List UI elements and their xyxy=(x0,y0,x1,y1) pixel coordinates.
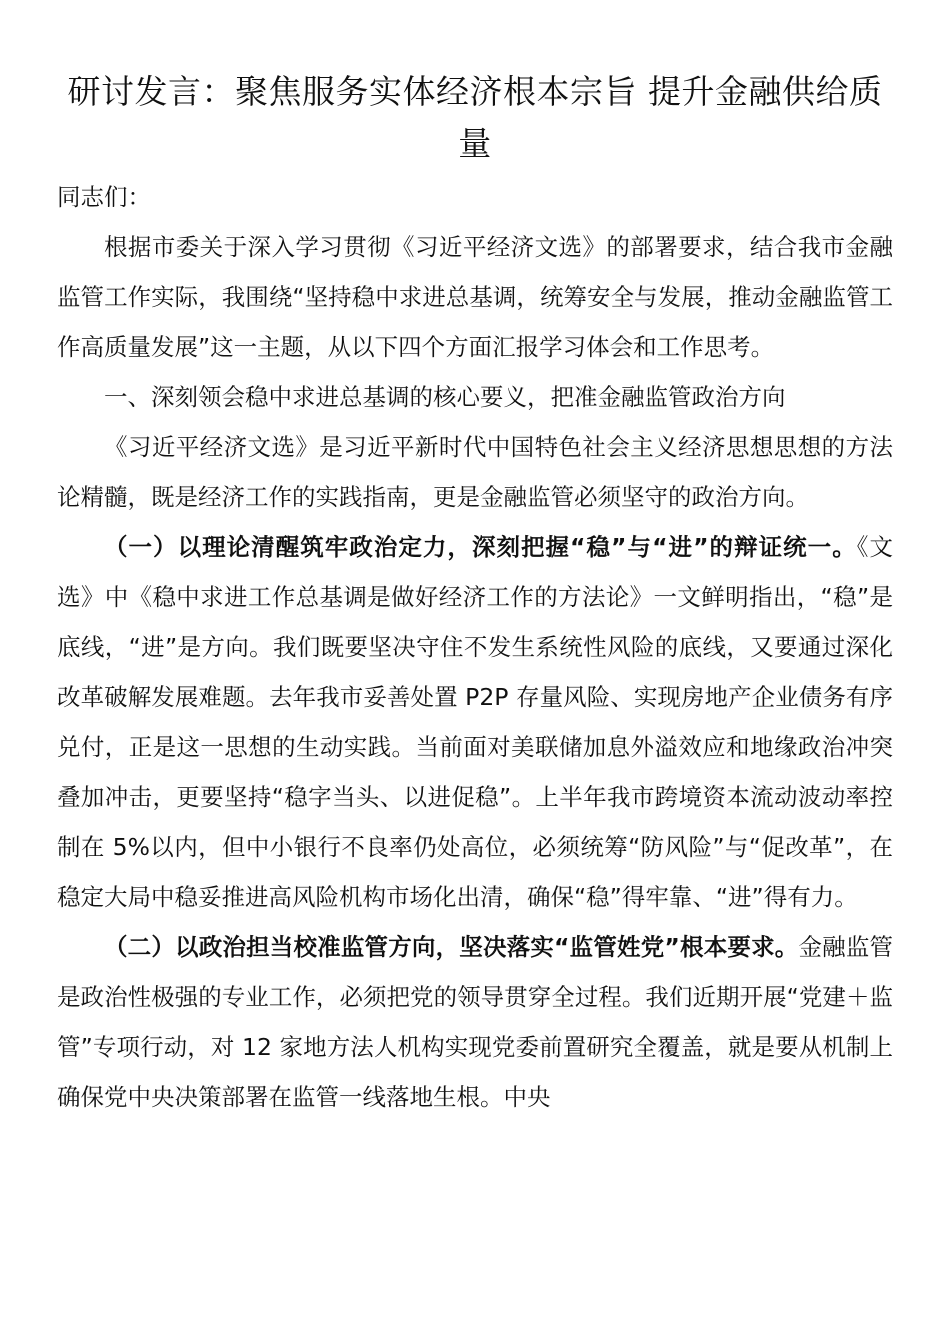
intro-paragraph: 根据市委关于深入学习贯彻《习近平经济文选》的部署要求，结合我市金融监管工作实际，我围绕“坚持稳中求进总基调，统筹安全与发展，推动金融监管工作高质量发展”这一主题，从以下四个方面汇报学习体会和工作思考。 xyxy=(57,233,893,361)
document-title: 研讨发言：聚焦服务实体经济根本宗旨 提升金融供给质量 xyxy=(67,72,883,163)
point-1-lead: （一）以理论清醒筑牢政治定力，深刻把握“稳”与“进”的辩证统一。 xyxy=(104,533,857,561)
point-1-body: 《文选》中《稳中求进工作总基调是做好经济工作的方法论》一文鲜明指出，“稳”是底线，“进”是方向。我们既要坚决守住不发生系统性风险的底线，又要通过深化改革破解发展难题。去年我市妥善处置 P2P 存量风险、实现房地产企业债务有序兑付，正是这一思想的生动实践。当前面对美联储加息外溢效应和地缘政治冲突叠加冲击，更要坚持“稳字当头、以进促稳”。上半年我市跨境资本流动波动率控制在 5%以内，但中小银行不良率仍处高位，必须统筹“防风险”与“促改革”，在稳定大局中稳妥推进高风险机构市场化出清，确保“稳”得牢靠、“进”得有力。 xyxy=(57,533,893,911)
salutation: 同志们： xyxy=(57,183,151,211)
section-1-heading: 一、深刻领会稳中求进总基调的核心要义，把准金融监管政治方向 xyxy=(104,383,786,411)
point-2-paragraph xyxy=(57,922,893,1122)
section-1-intro-paragraph: 《习近平经济文选》是习近平新时代中国特色社会主义经济思想思想的方法论精髓，既是经济工作的实践指南，更是金融监管必须坚守的政治方向。 xyxy=(57,433,893,511)
point-1-paragraph xyxy=(57,522,893,922)
point-2-lead: （二）以政治担当校准监管方向，坚决落实“监管姓党”根本要求。 xyxy=(104,933,799,961)
point-2-body: 金融监管是政治性极强的专业工作，必须把党的领导贯穿全过程。我们近期开展“党建＋监管”专项行动，对 12 家地方法人机构实现党委前置研究全覆盖，就是要从机制上确保党中央决策部署在监管一线落地生根。中央 xyxy=(57,933,894,1111)
document-page xyxy=(57,0,893,1122)
